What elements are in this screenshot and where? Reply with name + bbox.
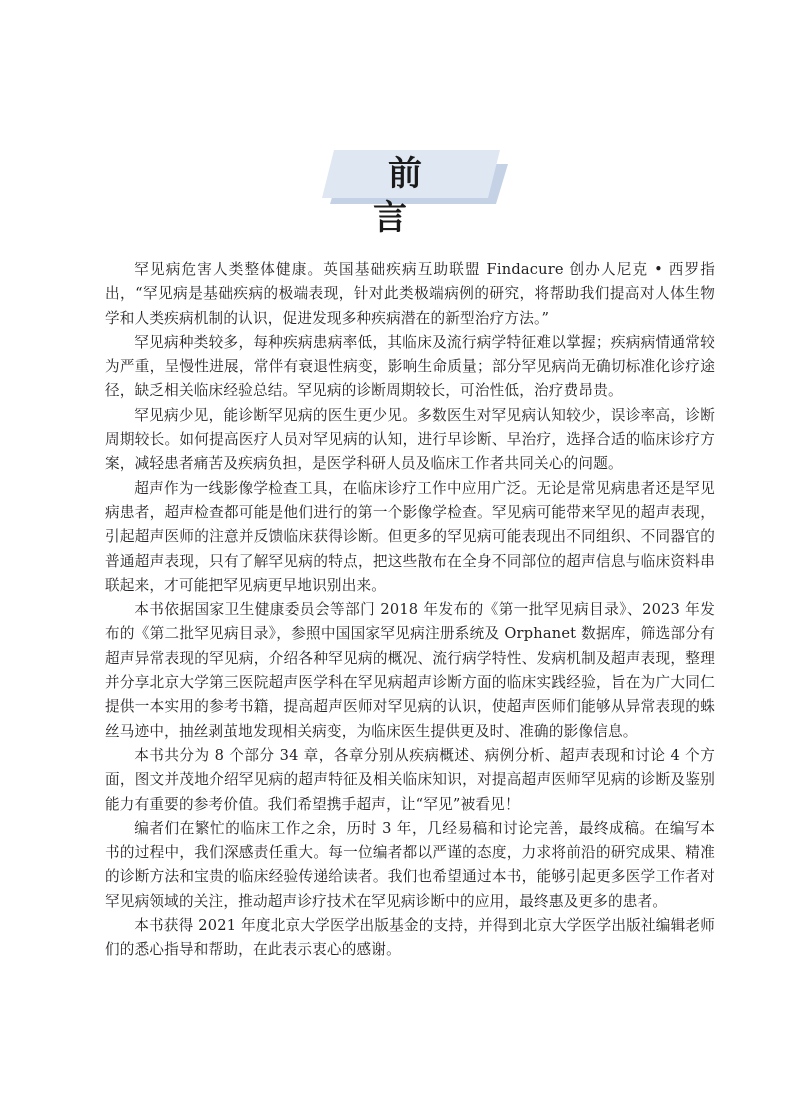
paragraph: 本书共分为 8 个部分 34 章，各章分别从疾病概述、病例分析、超声表现和讨论 4 个方面，图文并茂地介绍罕见病的超声特征及相关临床知识，对提高超声医师罕见病的诊断及鉴别能力有重要的参考价值。我们希望携手超声，让“罕见”被看见！: [105, 746, 715, 813]
paragraph: 超声作为一线影像学检查工具，在临床诊疗工作中应用广泛。无论是常见病患者还是罕见病患者，超声检查都可能是他们进行的第一个影像学检查。罕见病可能带来罕见的超声表现，引起超声医师的注意并反馈临床获得诊断。但更多的罕见病可能表现出不同组织、不同器官的普通超声表现，只有了解罕见病的特点，把这些散布在全身不同部位的超声信息与临床资料串联起来，才可能把罕见病更早地识别出来。: [105, 479, 715, 594]
paragraph: 罕见病危害人类整体健康。英国基础疾病互助联盟 Findacure 创办人尼克 • 西罗指出，“罕见病是基础疾病的极端表现，针对此类极端病例的研究，将帮助我们提高对人体生物学和人类疾病机制的认识，促进发现多种疾病潜在的新型治疗方法。”: [105, 261, 715, 327]
title-banner: [320, 146, 510, 238]
preface-body: [105, 258, 715, 963]
paragraph: 编者们在繁忙的临床工作之余，历时 3 年，几经易稿和讨论完善，最终成稿。在编写本书的过程中，我们深感责任重大。每一位编者都以严谨的态度，力求将前沿的研究成果、精准的诊断方法和宝贵的临床经验传递给读者。我们也希望通过本书，能够引起更多医学工作者对罕见病领域的关注，推动超声诊疗技术在罕见病诊断中的应用，最终惠及更多的患者。: [105, 819, 715, 910]
paragraph: 本书依据国家卫生健康委员会等部门 2018 年发布的《第一批罕见病目录》、2023 年发布的《第二批罕见病目录》，参照中国国家罕见病注册系统及 Orphanet 数据库，筛选部分有超声异常表现的罕见病，介绍各种罕见病的概况、流行病学特性、发病机制及超声表现，整理并分享北京大学第三医院超声医学科在罕见病超声诊断方面的临床实践经验，旨在为广大同仁提供一本实用的参考书籍，提高超声医师对罕见病的认识，使超声医师们能够从异常表现的蛛丝马迹中，抽丝剥茧地发现相关病变，为临床医生提供更及时、准确的影像信息。: [105, 601, 715, 740]
paragraph: 罕见病种类较多，每种疾病患病率低，其临床及流行病学特征难以掌握；疾病病情通常较为严重，呈慢性进展，常伴有衰退性病变，影响生命质量；部分罕见病尚无确切标准化诊疗途径，缺乏相关临床经验总结。罕见病的诊断周期较长，可治性低，治疗费昂贵。: [105, 333, 715, 400]
paragraph: 本书获得 2021 年度北京大学医学出版基金的支持，并得到北京大学医学出版社编辑老师们的悉心指导和帮助，在此表示衷心的感谢。: [105, 917, 715, 959]
paragraph: 罕见病少见，能诊断罕见病的医生更少见。多数医生对罕见病认知较少，误诊率高，诊断周期较长。如何提高医疗人员对罕见病的认知，进行早诊断、早治疗，选择合适的临床诊疗方案，减轻患者痛苦及疾病负担，是医学科研人员及临床工作者共同关心的问题。: [105, 406, 715, 473]
page-title: 前 言: [373, 154, 452, 238]
